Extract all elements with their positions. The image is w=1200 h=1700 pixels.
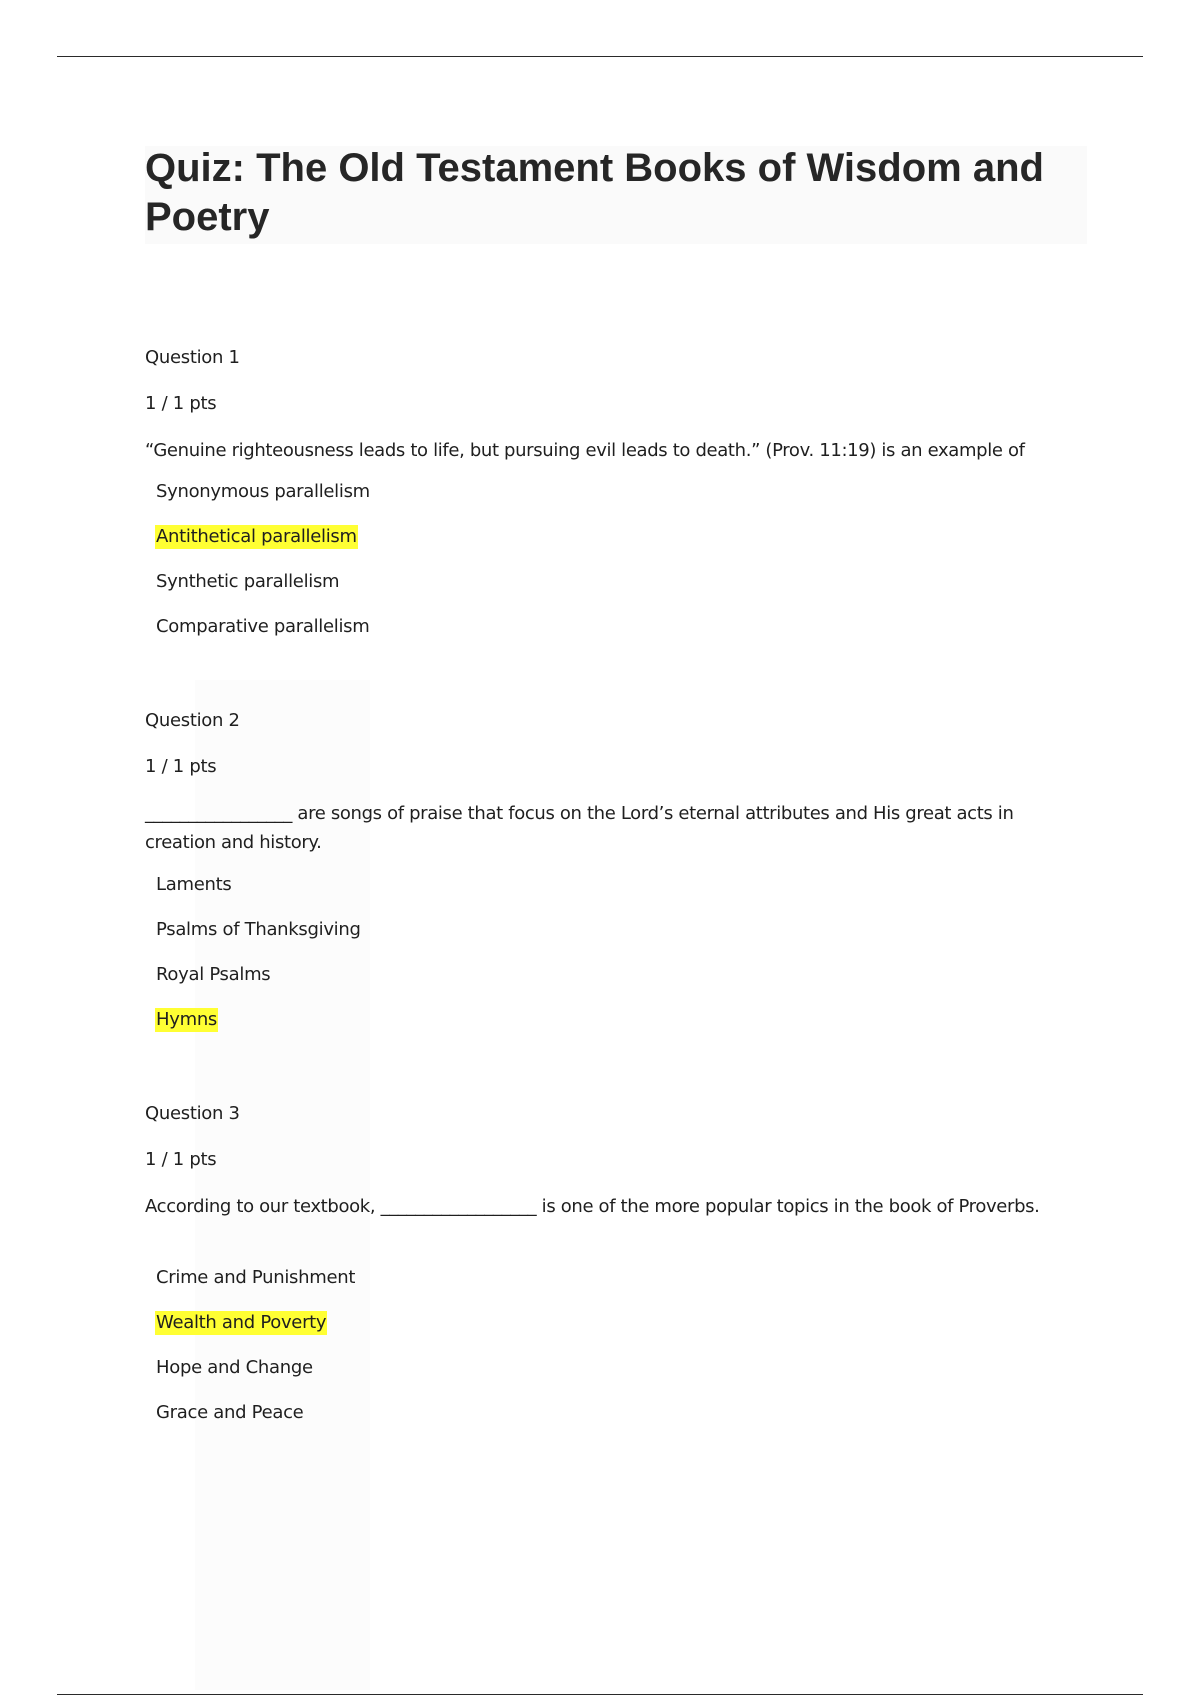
answer-list: [145, 480, 1065, 660]
answer-text: Psalms of Thanksgiving: [156, 919, 361, 940]
answer-option[interactable]: [145, 615, 1065, 660]
answer-option[interactable]: [145, 873, 1065, 918]
answer-text: Antithetical parallelism: [156, 526, 357, 547]
question-points: 1 / 1 pts: [145, 756, 217, 777]
answer-text: Comparative parallelism: [156, 616, 370, 637]
question-text: According to our textbook, __________________ is one of the more popular topics in the book of Proverbs.: [145, 1196, 1040, 1217]
answer-list: [145, 1266, 1065, 1446]
question-2: [145, 709, 1065, 1053]
answer-option[interactable]: [145, 570, 1065, 615]
question-text: _________________ are songs of praise that focus on the Lord’s eternal attributes and His great acts in creation and history.: [145, 803, 1014, 853]
question-1: [145, 346, 1065, 660]
answer-option[interactable]: [145, 480, 1065, 525]
page-title: Quiz: The Old Testament Books of Wisdom and Poetry: [145, 146, 1044, 239]
question-label: Question 3: [145, 1103, 240, 1124]
answer-option[interactable]: [145, 963, 1065, 1008]
question-label: Question 2: [145, 710, 240, 731]
answer-text: Synthetic parallelism: [156, 571, 340, 592]
answer-text: Wealth and Poverty: [156, 1312, 327, 1333]
top-rule: [57, 56, 1143, 57]
answer-text: Grace and Peace: [156, 1402, 304, 1423]
answer-option[interactable]: [145, 1356, 1065, 1401]
answer-text: Hymns: [156, 1009, 218, 1030]
question-points: 1 / 1 pts: [145, 393, 217, 414]
answer-option[interactable]: [145, 1401, 1065, 1446]
answer-text: Synonymous parallelism: [156, 481, 370, 502]
bottom-rule: [57, 1694, 1143, 1695]
answer-text: Royal Psalms: [156, 964, 271, 985]
answer-option[interactable]: [145, 1266, 1065, 1311]
answer-text: Laments: [156, 874, 232, 895]
answer-option[interactable]: [145, 1008, 1065, 1053]
answer-option[interactable]: [145, 525, 1065, 570]
answer-list: [145, 873, 1065, 1053]
question-text: “Genuine righteousness leads to life, but pursuing evil leads to death.” (Prov. 11:19) is an example of: [145, 440, 1025, 461]
answer-text: Crime and Punishment: [156, 1267, 356, 1288]
answer-text: Hope and Change: [156, 1357, 313, 1378]
question-points: 1 / 1 pts: [145, 1149, 217, 1170]
answer-option[interactable]: [145, 1311, 1065, 1356]
question-3: [145, 1102, 1065, 1446]
answer-option[interactable]: [145, 918, 1065, 963]
question-label: Question 1: [145, 347, 240, 368]
